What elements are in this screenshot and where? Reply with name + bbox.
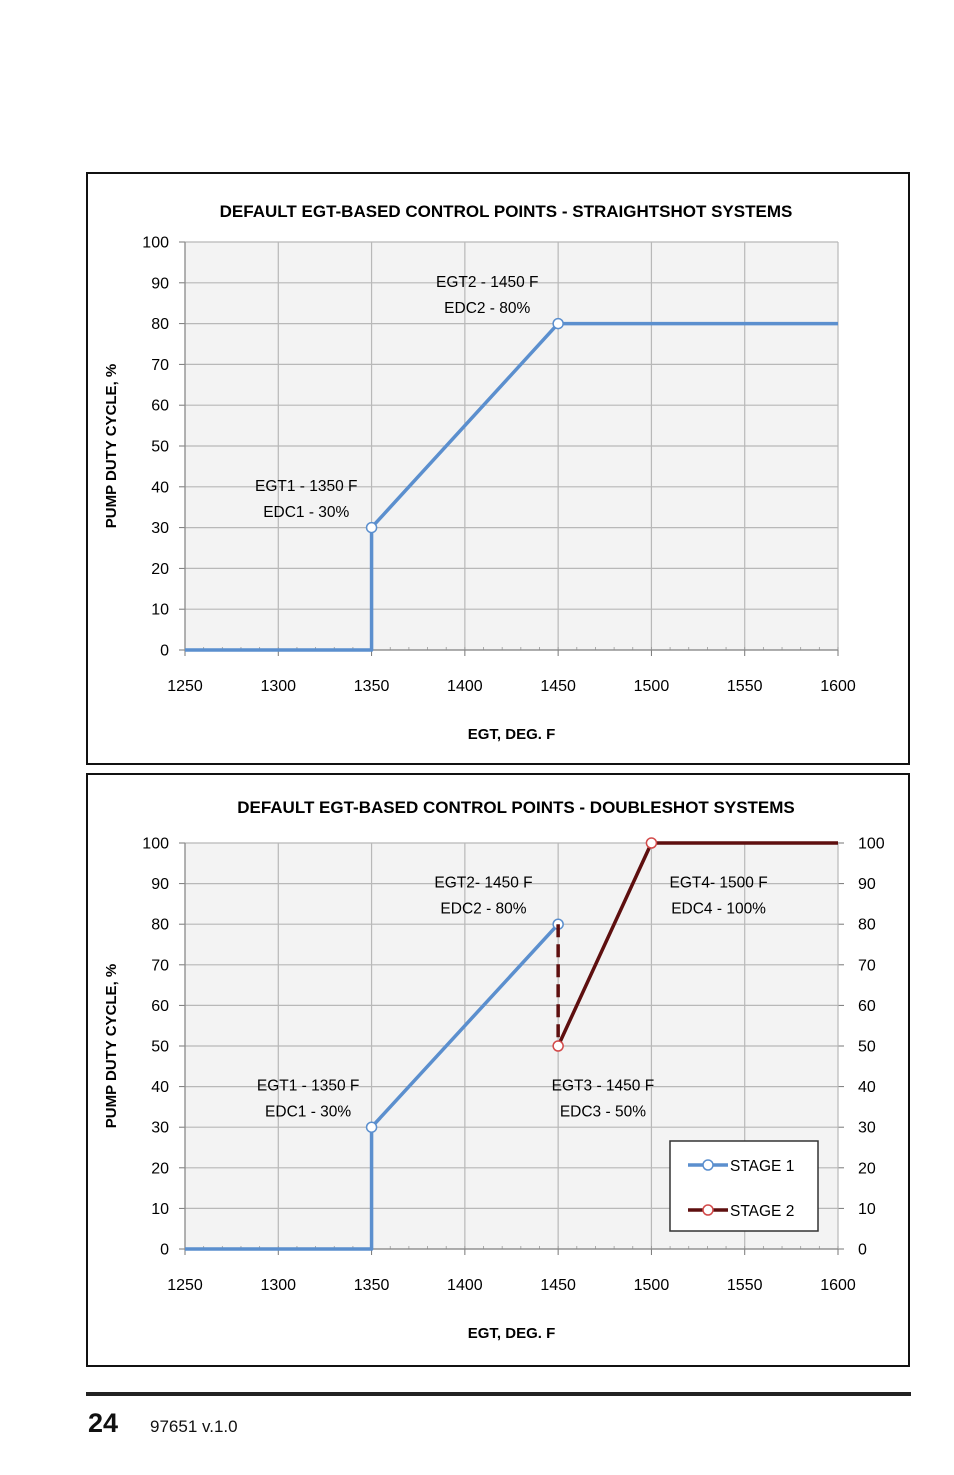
x-axis-label: EGT, DEG. F [467, 726, 556, 743]
annotation-label: EDC1 - 30% [263, 503, 350, 521]
y-tick-label: 10 [151, 601, 169, 619]
stage2-data-point [553, 1041, 563, 1051]
annotation-label: EGT1 - 1350 F [255, 477, 358, 495]
straightshot-chart-frame [86, 172, 910, 765]
doubleshot-chart [88, 775, 908, 1365]
x-tick-label: 1450 [540, 678, 576, 695]
y-tick-label: 30 [151, 1119, 169, 1137]
chart-title: DEFAULT EGT-BASED CONTROL POINTS - STRAIGHTSHOT SYSTEMS [219, 202, 793, 221]
y2-tick-label: 20 [858, 1160, 876, 1178]
x-tick-label: 1600 [820, 678, 856, 695]
y2-tick-label: 80 [858, 916, 876, 934]
y-tick-label: 70 [151, 957, 169, 975]
x-tick-label: 1250 [167, 678, 203, 695]
x-tick-label: 1500 [633, 678, 670, 695]
y-tick-label: 90 [151, 275, 169, 293]
x-tick-label: 1600 [820, 1277, 856, 1294]
annotation-label: EGT3 - 1450 F [551, 1077, 655, 1095]
annotation-label: EGT1 - 1350 F [256, 1077, 360, 1095]
y2-tick-label: 50 [858, 1038, 876, 1056]
y2-tick-label: 0 [858, 1241, 867, 1259]
y-tick-label: 70 [151, 356, 169, 374]
y-axis-label: PUMP DUTY CYCLE, % [103, 963, 120, 1129]
x-tick-label: 1550 [726, 1277, 763, 1294]
y2-tick-label: 100 [858, 835, 885, 853]
x-axis-label: EGT, DEG. F [467, 1325, 556, 1342]
legend-label: STAGE 2 [730, 1203, 795, 1220]
y-tick-label: 80 [151, 316, 169, 334]
y-axis-label: PUMP DUTY CYCLE, % [103, 363, 120, 529]
straightshot-chart [88, 174, 908, 763]
y-tick-label: 50 [151, 1038, 169, 1056]
document-id: 97651 v.1.0 [150, 1417, 238, 1436]
annotation-label: EDC3 - 50% [559, 1103, 646, 1121]
x-tick-label: 1450 [540, 1277, 576, 1294]
y2-tick-label: 30 [858, 1119, 876, 1137]
x-tick-label: 1300 [260, 678, 297, 695]
footer-rule [86, 1392, 911, 1396]
doubleshot-chart-frame [86, 773, 910, 1367]
y-tick-label: 90 [151, 876, 169, 894]
y-tick-label: 100 [142, 234, 169, 252]
stage1-data-point [367, 1122, 377, 1132]
annotation-label: EGT2- 1450 F [434, 874, 533, 892]
y-tick-label: 60 [151, 997, 169, 1015]
x-tick-label: 1400 [447, 678, 483, 695]
y-tick-label: 40 [151, 1079, 169, 1097]
annotation-label: EDC2 - 80% [444, 299, 531, 317]
y2-tick-label: 70 [858, 957, 876, 975]
page-number: 24 [88, 1408, 119, 1438]
y2-tick-label: 40 [858, 1079, 876, 1097]
x-tick-label: 1300 [260, 1277, 297, 1294]
y-tick-label: 20 [151, 1160, 169, 1178]
annotation-label: EGT2 - 1450 F [435, 273, 539, 291]
legend-swatch-marker [703, 1160, 713, 1170]
y2-tick-label: 60 [858, 997, 876, 1015]
y2-tick-label: 90 [858, 876, 876, 894]
stage2-data-point [646, 838, 656, 848]
legend-label: STAGE 1 [730, 1158, 795, 1175]
y-tick-label: 20 [151, 560, 169, 578]
chart-title: DEFAULT EGT-BASED CONTROL POINTS - DOUBLESHOT SYSTEMS [237, 798, 795, 817]
y-tick-label: 0 [160, 1241, 169, 1259]
x-tick-label: 1400 [447, 1277, 483, 1294]
y-tick-label: 50 [151, 438, 169, 456]
y-tick-label: 80 [151, 916, 169, 934]
y-tick-label: 60 [151, 397, 169, 415]
y-tick-label: 100 [142, 835, 169, 853]
stage1-data-point [553, 319, 563, 329]
stage1-data-point [367, 523, 377, 533]
x-tick-label: 1350 [353, 678, 390, 695]
annotation-label: EDC1 - 30% [265, 1103, 352, 1121]
x-tick-label: 1500 [633, 1277, 670, 1294]
y-tick-label: 30 [151, 520, 169, 538]
y-tick-label: 40 [151, 479, 169, 497]
y2-tick-label: 10 [858, 1200, 876, 1218]
x-tick-label: 1550 [726, 678, 763, 695]
annotation-label: EGT4- 1500 F [669, 874, 768, 892]
legend-swatch-marker [703, 1205, 713, 1215]
y-tick-label: 10 [151, 1200, 169, 1218]
annotation-label: EDC4 - 100% [671, 900, 766, 918]
x-tick-label: 1250 [167, 1277, 203, 1294]
x-tick-label: 1350 [353, 1277, 390, 1294]
annotation-label: EDC2 - 80% [440, 900, 527, 918]
y-tick-label: 0 [160, 642, 169, 660]
